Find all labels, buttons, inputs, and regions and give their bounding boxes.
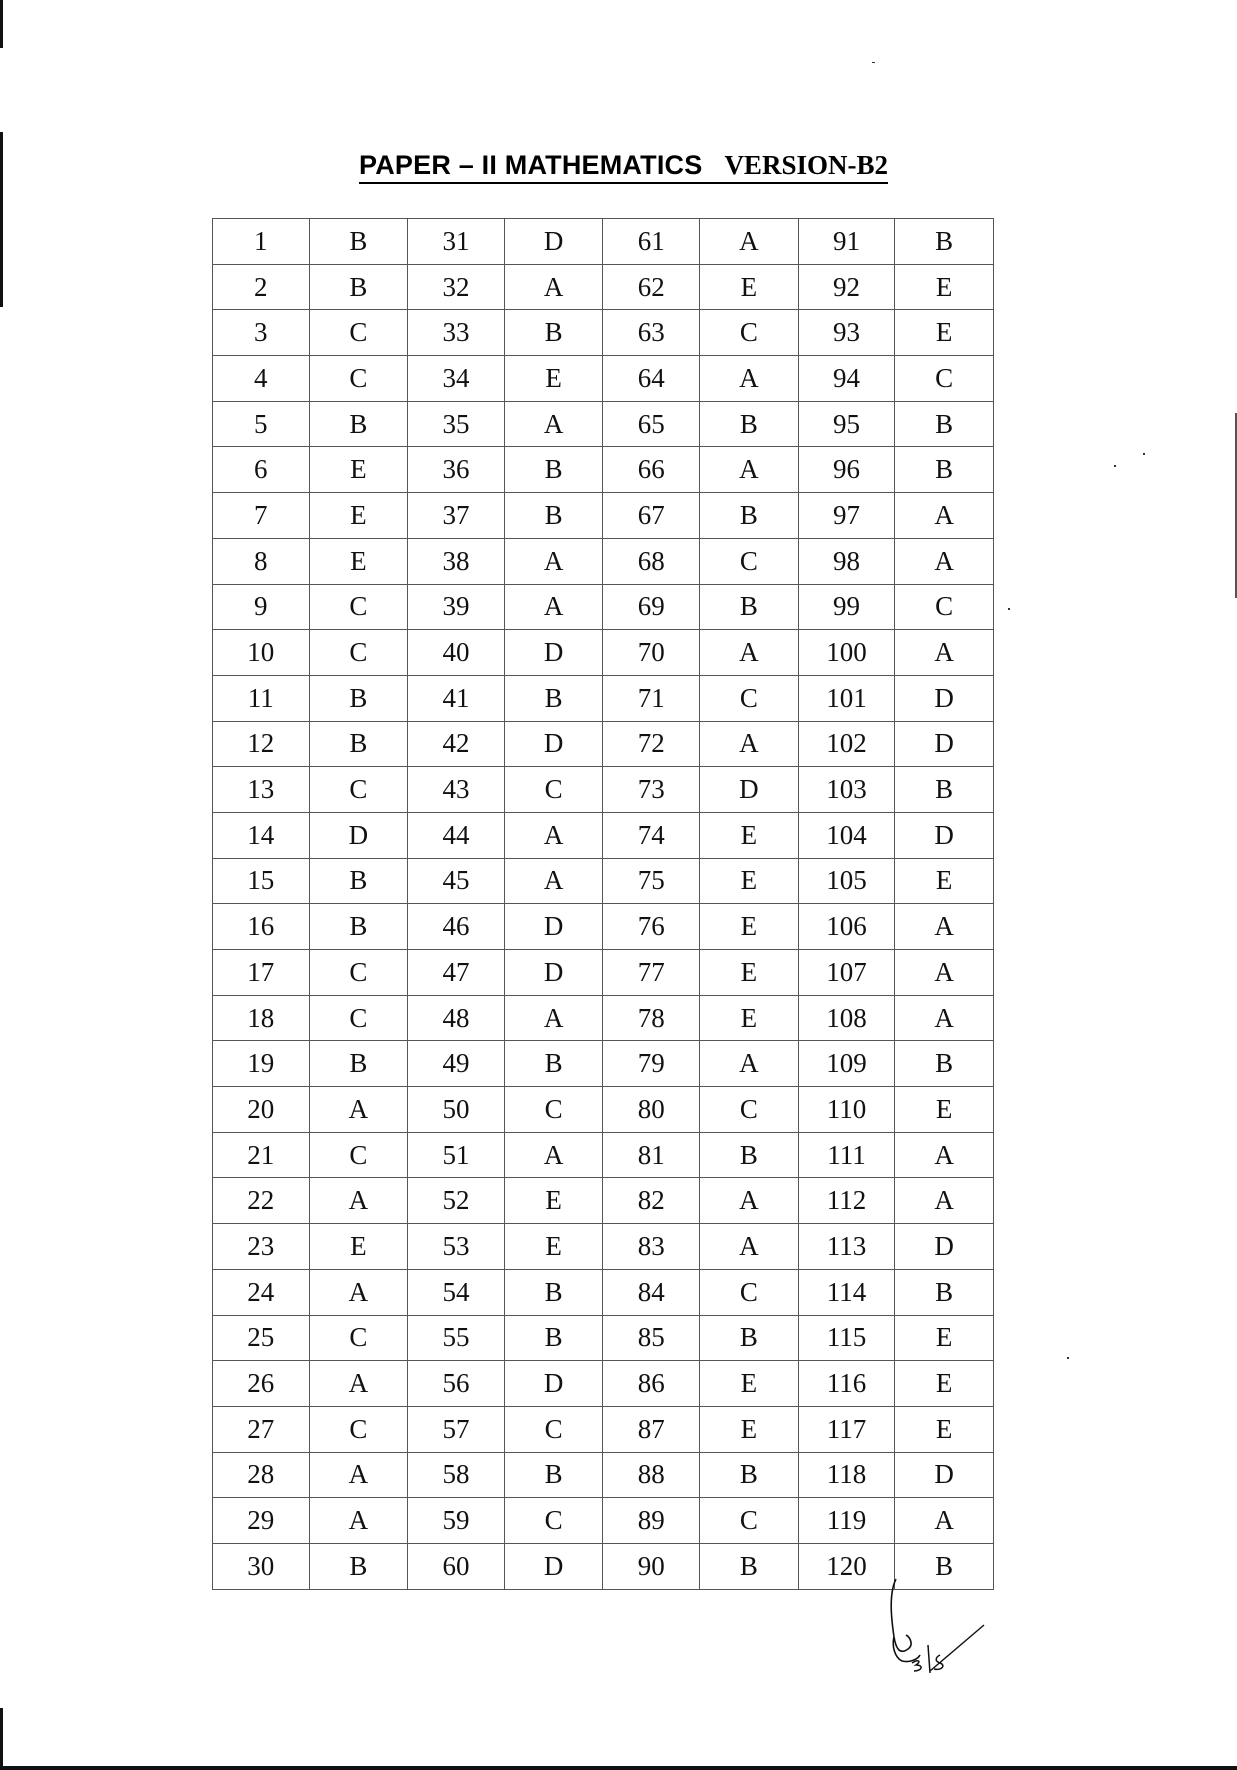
answer-cell: A [309, 1452, 408, 1498]
question-number-cell: 109 [798, 1041, 895, 1087]
answer-cell: C [309, 767, 408, 813]
question-number-cell: 53 [408, 1224, 505, 1270]
question-number-cell: 47 [408, 950, 505, 996]
answer-cell: B [309, 264, 408, 310]
title-paper-subject: PAPER – II MATHEMATICS [359, 150, 703, 180]
answer-cell: B [895, 1543, 994, 1589]
answer-cell: D [504, 1543, 603, 1589]
question-number-cell: 107 [798, 950, 895, 996]
answer-cell: D [895, 721, 994, 767]
answer-key-body [213, 219, 994, 1590]
question-number-cell: 31 [408, 219, 505, 265]
question-number-cell: 94 [798, 356, 895, 402]
answer-cell: C [309, 995, 408, 1041]
question-number-cell: 32 [408, 264, 505, 310]
answer-cell: E [504, 1178, 603, 1224]
table-row [213, 310, 994, 356]
answer-cell: E [309, 538, 408, 584]
answer-cell: B [504, 1452, 603, 1498]
question-number-cell: 33 [408, 310, 505, 356]
question-number-cell: 59 [408, 1498, 505, 1544]
table-row [213, 264, 994, 310]
answer-cell: A [309, 1498, 408, 1544]
answer-cell: D [504, 950, 603, 996]
answer-cell: A [700, 1178, 799, 1224]
answer-cell: B [700, 1132, 799, 1178]
question-number-cell: 50 [408, 1087, 505, 1133]
question-number-cell: 37 [408, 493, 505, 539]
question-number-cell: 18 [213, 995, 310, 1041]
scan-speck [1008, 608, 1010, 610]
question-number-cell: 51 [408, 1132, 505, 1178]
question-number-cell: 38 [408, 538, 505, 584]
answer-cell: B [700, 1452, 799, 1498]
answer-cell: A [309, 1361, 408, 1407]
question-number-cell: 81 [603, 1132, 700, 1178]
answer-cell: D [504, 219, 603, 265]
answer-cell: A [700, 219, 799, 265]
answer-cell: C [700, 675, 799, 721]
scan-speck [1143, 453, 1145, 455]
answer-cell: B [895, 447, 994, 493]
question-number-cell: 48 [408, 995, 505, 1041]
question-number-cell: 73 [603, 767, 700, 813]
answer-cell: B [895, 767, 994, 813]
question-number-cell: 63 [603, 310, 700, 356]
answer-cell: A [504, 584, 603, 630]
answer-cell: A [309, 1087, 408, 1133]
question-number-cell: 9 [213, 584, 310, 630]
table-row [213, 1132, 994, 1178]
question-number-cell: 3 [213, 310, 310, 356]
question-number-cell: 65 [603, 401, 700, 447]
answer-cell: B [309, 721, 408, 767]
question-number-cell: 54 [408, 1269, 505, 1315]
answer-cell: A [895, 538, 994, 584]
answer-cell: C [504, 1087, 603, 1133]
answer-cell: A [309, 1269, 408, 1315]
question-number-cell: 49 [408, 1041, 505, 1087]
answer-cell: A [504, 858, 603, 904]
answer-cell: E [309, 1224, 408, 1270]
answer-cell: B [895, 1041, 994, 1087]
question-number-cell: 55 [408, 1315, 505, 1361]
question-number-cell: 95 [798, 401, 895, 447]
question-number-cell: 36 [408, 447, 505, 493]
table-row [213, 812, 994, 858]
question-number-cell: 91 [798, 219, 895, 265]
question-number-cell: 112 [798, 1178, 895, 1224]
title-version: VERSION-B2 [724, 150, 888, 180]
question-number-cell: 14 [213, 812, 310, 858]
question-number-cell: 30 [213, 1543, 310, 1589]
question-number-cell: 104 [798, 812, 895, 858]
question-number-cell: 72 [603, 721, 700, 767]
answer-cell: B [895, 401, 994, 447]
question-number-cell: 113 [798, 1224, 895, 1270]
table-row [213, 584, 994, 630]
table-row [213, 1041, 994, 1087]
answer-cell: B [700, 1315, 799, 1361]
scan-edge-left-bottom [0, 1708, 3, 1770]
answer-cell: A [504, 812, 603, 858]
question-number-cell: 23 [213, 1224, 310, 1270]
answer-cell: A [895, 493, 994, 539]
question-number-cell: 28 [213, 1452, 310, 1498]
question-number-cell: 115 [798, 1315, 895, 1361]
question-number-cell: 77 [603, 950, 700, 996]
question-number-cell: 34 [408, 356, 505, 402]
question-number-cell: 100 [798, 630, 895, 676]
question-number-cell: 74 [603, 812, 700, 858]
answer-cell: C [700, 1087, 799, 1133]
answer-cell: A [895, 630, 994, 676]
question-number-cell: 4 [213, 356, 310, 402]
answer-cell: B [504, 493, 603, 539]
handwritten-signature-icon [880, 1575, 990, 1675]
answer-cell: C [504, 1406, 603, 1452]
question-number-cell: 26 [213, 1361, 310, 1407]
answer-cell: C [895, 584, 994, 630]
answer-cell: B [700, 1543, 799, 1589]
table-row [213, 493, 994, 539]
answer-cell: E [309, 447, 408, 493]
question-number-cell: 10 [213, 630, 310, 676]
answer-cell: B [309, 858, 408, 904]
question-number-cell: 67 [603, 493, 700, 539]
question-number-cell: 64 [603, 356, 700, 402]
question-number-cell: 8 [213, 538, 310, 584]
question-number-cell: 46 [408, 904, 505, 950]
question-number-cell: 66 [603, 447, 700, 493]
question-number-cell: 41 [408, 675, 505, 721]
answer-cell: C [504, 767, 603, 813]
question-number-cell: 116 [798, 1361, 895, 1407]
answer-cell: A [895, 1178, 994, 1224]
question-number-cell: 60 [408, 1543, 505, 1589]
question-number-cell: 44 [408, 812, 505, 858]
answer-cell: C [309, 950, 408, 996]
question-number-cell: 40 [408, 630, 505, 676]
answer-cell: D [895, 1452, 994, 1498]
answer-cell: B [895, 219, 994, 265]
table-row [213, 356, 994, 402]
answer-cell: B [309, 1543, 408, 1589]
answer-cell: B [504, 447, 603, 493]
answer-cell: B [504, 310, 603, 356]
question-number-cell: 24 [213, 1269, 310, 1315]
question-number-cell: 70 [603, 630, 700, 676]
table-row [213, 767, 994, 813]
question-number-cell: 58 [408, 1452, 505, 1498]
page-title [0, 150, 1237, 184]
question-number-cell: 108 [798, 995, 895, 1041]
question-number-cell: 45 [408, 858, 505, 904]
question-number-cell: 97 [798, 493, 895, 539]
question-number-cell: 119 [798, 1498, 895, 1544]
question-number-cell: 111 [798, 1132, 895, 1178]
table-row [213, 1543, 994, 1589]
question-number-cell: 42 [408, 721, 505, 767]
question-number-cell: 114 [798, 1269, 895, 1315]
answer-cell: D [895, 1224, 994, 1270]
question-number-cell: 11 [213, 675, 310, 721]
question-number-cell: 99 [798, 584, 895, 630]
question-number-cell: 110 [798, 1087, 895, 1133]
question-number-cell: 84 [603, 1269, 700, 1315]
question-number-cell: 83 [603, 1224, 700, 1270]
answer-cell: E [700, 1361, 799, 1407]
answer-cell: E [504, 1224, 603, 1270]
answer-cell: A [504, 264, 603, 310]
question-number-cell: 103 [798, 767, 895, 813]
table-row [213, 219, 994, 265]
question-number-cell: 52 [408, 1178, 505, 1224]
answer-cell: C [309, 310, 408, 356]
answer-cell: E [700, 858, 799, 904]
question-number-cell: 105 [798, 858, 895, 904]
question-number-cell: 21 [213, 1132, 310, 1178]
question-number-cell: 98 [798, 538, 895, 584]
answer-cell: E [895, 1315, 994, 1361]
question-number-cell: 17 [213, 950, 310, 996]
question-number-cell: 2 [213, 264, 310, 310]
table-row [213, 1178, 994, 1224]
question-number-cell: 69 [603, 584, 700, 630]
answer-cell: D [895, 812, 994, 858]
question-number-cell: 12 [213, 721, 310, 767]
question-number-cell: 61 [603, 219, 700, 265]
answer-cell: C [700, 1498, 799, 1544]
question-number-cell: 88 [603, 1452, 700, 1498]
answer-cell: C [700, 1269, 799, 1315]
answer-cell: A [700, 1224, 799, 1270]
answer-cell: C [309, 1406, 408, 1452]
answer-cell: C [309, 584, 408, 630]
answer-cell: E [895, 858, 994, 904]
question-number-cell: 106 [798, 904, 895, 950]
question-number-cell: 29 [213, 1498, 310, 1544]
answer-cell: A [504, 538, 603, 584]
question-number-cell: 71 [603, 675, 700, 721]
question-number-cell: 6 [213, 447, 310, 493]
question-number-cell: 87 [603, 1406, 700, 1452]
answer-cell: E [700, 1406, 799, 1452]
question-number-cell: 13 [213, 767, 310, 813]
answer-cell: B [700, 584, 799, 630]
answer-cell: D [504, 721, 603, 767]
title-underlined [359, 150, 888, 184]
scan-speck [1067, 1357, 1069, 1359]
question-number-cell: 85 [603, 1315, 700, 1361]
answer-cell: A [895, 995, 994, 1041]
answer-cell: B [309, 1041, 408, 1087]
scan-speck [872, 62, 875, 63]
table-row [213, 1361, 994, 1407]
table-row [213, 950, 994, 996]
table-row [213, 401, 994, 447]
question-number-cell: 75 [603, 858, 700, 904]
answer-cell: E [504, 356, 603, 402]
question-number-cell: 19 [213, 1041, 310, 1087]
answer-cell: A [700, 1041, 799, 1087]
answer-cell: D [504, 630, 603, 676]
answer-cell: E [700, 995, 799, 1041]
answer-cell: D [700, 767, 799, 813]
question-number-cell: 39 [408, 584, 505, 630]
question-number-cell: 117 [798, 1406, 895, 1452]
table-row [213, 1315, 994, 1361]
question-number-cell: 120 [798, 1543, 895, 1589]
question-number-cell: 43 [408, 767, 505, 813]
question-number-cell: 5 [213, 401, 310, 447]
question-number-cell: 20 [213, 1087, 310, 1133]
scan-speck [1114, 465, 1116, 467]
answer-cell: B [895, 1269, 994, 1315]
question-number-cell: 118 [798, 1452, 895, 1498]
question-number-cell: 25 [213, 1315, 310, 1361]
answer-key-table [212, 218, 994, 1590]
answer-cell: A [700, 356, 799, 402]
question-number-cell: 79 [603, 1041, 700, 1087]
answer-cell: A [700, 630, 799, 676]
answer-cell: A [504, 995, 603, 1041]
question-number-cell: 93 [798, 310, 895, 356]
answer-cell: D [504, 1361, 603, 1407]
answer-cell: B [504, 1269, 603, 1315]
question-number-cell: 68 [603, 538, 700, 584]
answer-cell: E [700, 264, 799, 310]
answer-cell: A [700, 721, 799, 767]
question-number-cell: 86 [603, 1361, 700, 1407]
answer-cell: B [700, 401, 799, 447]
question-number-cell: 90 [603, 1543, 700, 1589]
answer-cell: C [309, 630, 408, 676]
answer-cell: A [309, 1178, 408, 1224]
question-number-cell: 27 [213, 1406, 310, 1452]
question-number-cell: 78 [603, 995, 700, 1041]
question-number-cell: 16 [213, 904, 310, 950]
answer-cell: A [700, 447, 799, 493]
table-row [213, 675, 994, 721]
question-number-cell: 22 [213, 1178, 310, 1224]
answer-cell: E [895, 1406, 994, 1452]
question-number-cell: 76 [603, 904, 700, 950]
answer-cell: C [895, 356, 994, 402]
answer-cell: C [504, 1498, 603, 1544]
answer-cell: A [895, 950, 994, 996]
answer-cell: C [700, 310, 799, 356]
answer-cell: A [895, 904, 994, 950]
question-number-cell: 15 [213, 858, 310, 904]
answer-cell: C [309, 1315, 408, 1361]
question-number-cell: 7 [213, 493, 310, 539]
question-number-cell: 35 [408, 401, 505, 447]
answer-cell: D [895, 675, 994, 721]
table-row [213, 904, 994, 950]
question-number-cell: 82 [603, 1178, 700, 1224]
question-number-cell: 1 [213, 219, 310, 265]
question-number-cell: 102 [798, 721, 895, 767]
answer-cell: C [309, 1132, 408, 1178]
table-row [213, 447, 994, 493]
answer-cell: E [700, 904, 799, 950]
answer-cell: B [309, 675, 408, 721]
table-row [213, 995, 994, 1041]
answer-cell: E [700, 812, 799, 858]
table-row [213, 1406, 994, 1452]
scan-edge-bottom [0, 1766, 1237, 1770]
answer-cell: B [504, 1315, 603, 1361]
answer-cell: C [309, 356, 408, 402]
answer-cell: E [895, 1087, 994, 1133]
answer-cell: B [504, 1041, 603, 1087]
answer-cell: E [309, 493, 408, 539]
answer-cell: A [504, 1132, 603, 1178]
table-row [213, 1498, 994, 1544]
scan-edge-left-top [0, 0, 3, 48]
question-number-cell: 62 [603, 264, 700, 310]
answer-cell: B [700, 493, 799, 539]
question-number-cell: 57 [408, 1406, 505, 1452]
table-row [213, 630, 994, 676]
table-row [213, 1087, 994, 1133]
answer-cell: D [309, 812, 408, 858]
answer-cell: C [700, 538, 799, 584]
answer-cell: B [309, 219, 408, 265]
table-row [213, 538, 994, 584]
answer-cell: A [895, 1132, 994, 1178]
question-number-cell: 101 [798, 675, 895, 721]
table-row [213, 1224, 994, 1270]
question-number-cell: 92 [798, 264, 895, 310]
answer-cell: D [504, 904, 603, 950]
answer-cell: B [309, 401, 408, 447]
answer-cell: B [504, 675, 603, 721]
answer-cell: E [895, 264, 994, 310]
table-row [213, 1269, 994, 1315]
answer-cell: A [895, 1498, 994, 1544]
answer-cell: B [309, 904, 408, 950]
question-number-cell: 80 [603, 1087, 700, 1133]
question-number-cell: 89 [603, 1498, 700, 1544]
answer-cell: E [895, 1361, 994, 1407]
table-row [213, 721, 994, 767]
table-row [213, 1452, 994, 1498]
answer-cell: E [895, 310, 994, 356]
question-number-cell: 96 [798, 447, 895, 493]
answer-cell: E [700, 950, 799, 996]
table-row [213, 858, 994, 904]
question-number-cell: 56 [408, 1361, 505, 1407]
answer-cell: A [504, 401, 603, 447]
